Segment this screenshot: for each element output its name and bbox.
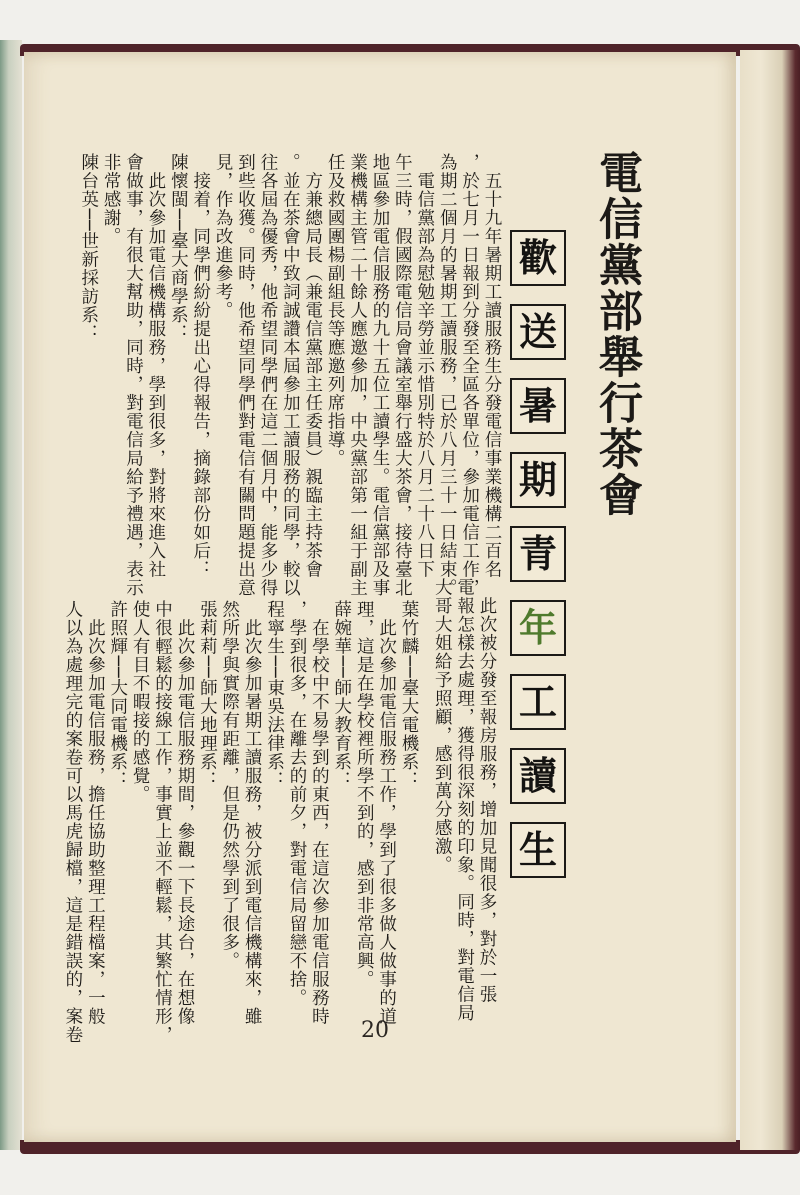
- text-column: 陳懷閩──臺大商學系：: [168, 153, 189, 343]
- text-column: 使人有目不暇接的感覺。: [130, 600, 151, 804]
- text-column: 非常感謝。: [101, 153, 122, 246]
- text-column: 此次被分發至報房服務，增加見聞很多，對於一張: [477, 578, 497, 1004]
- book-cover-bottom: [20, 1140, 800, 1154]
- text-column: 見，作為改進參考。: [213, 153, 234, 320]
- text-column: 許照輝──大同電機系：: [107, 600, 128, 790]
- text-column: 人以為處理完的案卷可以馬虎歸檔，這是錯誤的，案卷: [62, 600, 83, 1044]
- subtitle-char: 生: [510, 822, 566, 878]
- text-column: 到些收獲。同時，他希望同學們對電信有關問題提出意: [235, 153, 256, 597]
- subtitle-char: 期: [510, 452, 566, 508]
- subtitle-char: 年: [510, 600, 566, 656]
- text-column: 任及救國團楊副組長等應邀列席指導。: [325, 153, 346, 468]
- text-column: 會做事，有很大幫助，同時，對電信局給予禮遇，表示: [123, 153, 144, 597]
- text-column: 薛婉華──師大教育系：: [331, 600, 352, 790]
- text-column: 此次參加電信服務工作，學到了很多做人做事的道: [376, 600, 397, 1026]
- text-column: 午三時，假國際電信局會議室舉行盛大茶會，接待臺北: [392, 153, 413, 597]
- text-column: 地區參加電信服務的九十五位工讀學生。電信黨部及事: [369, 153, 390, 597]
- text-column: 此次參加電信服務期間，參觀一下長途台，在想像: [174, 600, 195, 1026]
- text-column: 方兼總局長（兼電信黨部主任委員）親臨主持茶會: [302, 153, 323, 579]
- subtitle-boxed-characters: [510, 230, 576, 870]
- text-column: 電報怎樣去處理，獲得很深刻的印象。同時，對電信局: [454, 578, 475, 1022]
- text-column: 理，這是在學校裡所學不到的，感到非常高興。: [354, 600, 375, 989]
- text-column: 業機構主管二十餘人應邀參加，中央黨部第一組于副主: [347, 153, 368, 597]
- text-column: 陳台英──世新採訪系：: [78, 153, 99, 343]
- text-column: 接着，同學們紛紛提出心得報告，摘錄部份如后：: [190, 153, 211, 579]
- page-number: 20: [361, 1018, 389, 1043]
- body-text-upper: [65, 153, 503, 597]
- text-column: 大哥大姐給予照顧，感到萬分感激。: [432, 578, 453, 874]
- text-column: 張莉莉──師大地理系：: [197, 600, 218, 790]
- subtitle-char: 送: [510, 304, 566, 360]
- text-column: 此次參加電信服務，擔任協助整理工程檔案，一般: [85, 600, 106, 1026]
- subtitle-char: 歡: [510, 230, 566, 286]
- text-column: 為期二個月的暑期工讀服務，已於八月三十一日結束。: [437, 153, 458, 597]
- text-column: 然所學與實際有距離，但是仍然學到了很多。: [219, 600, 240, 970]
- book-left-edge: [0, 40, 22, 1150]
- text-column: 往各屆為優秀，他希望同學們在這二個月中，能多少得: [257, 153, 278, 597]
- text-column: 此次參加暑期工讀服務，被分派到電信機構來，雖: [242, 600, 263, 1026]
- text-column: 中很輕鬆的接線工作，事實上並不輕鬆，其繁忙情形，: [152, 600, 173, 1044]
- book-right-edge: [740, 50, 800, 1150]
- subtitle-char: 工: [510, 674, 566, 730]
- subtitle-char: 暑: [510, 378, 566, 434]
- text-column: 程寧生──東吳法律系：: [264, 600, 285, 790]
- text-column: ，於七月一日報到分發至全區各單位，參加電信工作，: [459, 153, 480, 597]
- body-text-right-bottom: [432, 578, 498, 1022]
- text-column: 。並在茶會中致詞誠讚本屆參加工讀服務的同學，較以: [280, 153, 301, 597]
- text-column: 在學校中不易學到的東西，在這次參加電信服務時: [309, 600, 330, 1026]
- subtitle-char: 青: [510, 526, 566, 582]
- text-column: 此次參加電信機構服務，學到很多，對將來進入社: [145, 153, 166, 579]
- text-column: ，學到很多，在離去的前夕，對電信局留戀不捨。: [286, 600, 307, 1007]
- text-column: 電信黨部為慰勉辛勞並示惜別特於八月二十八日下: [414, 153, 435, 579]
- text-column: 葉竹麟──臺大電機系：: [399, 600, 419, 790]
- article-title: 電信黨部舉行茶會: [591, 150, 642, 518]
- subtitle-char: 讀: [510, 748, 566, 804]
- text-column: 五十九年暑期工讀服務生分發電信事業機構二百名: [482, 153, 502, 579]
